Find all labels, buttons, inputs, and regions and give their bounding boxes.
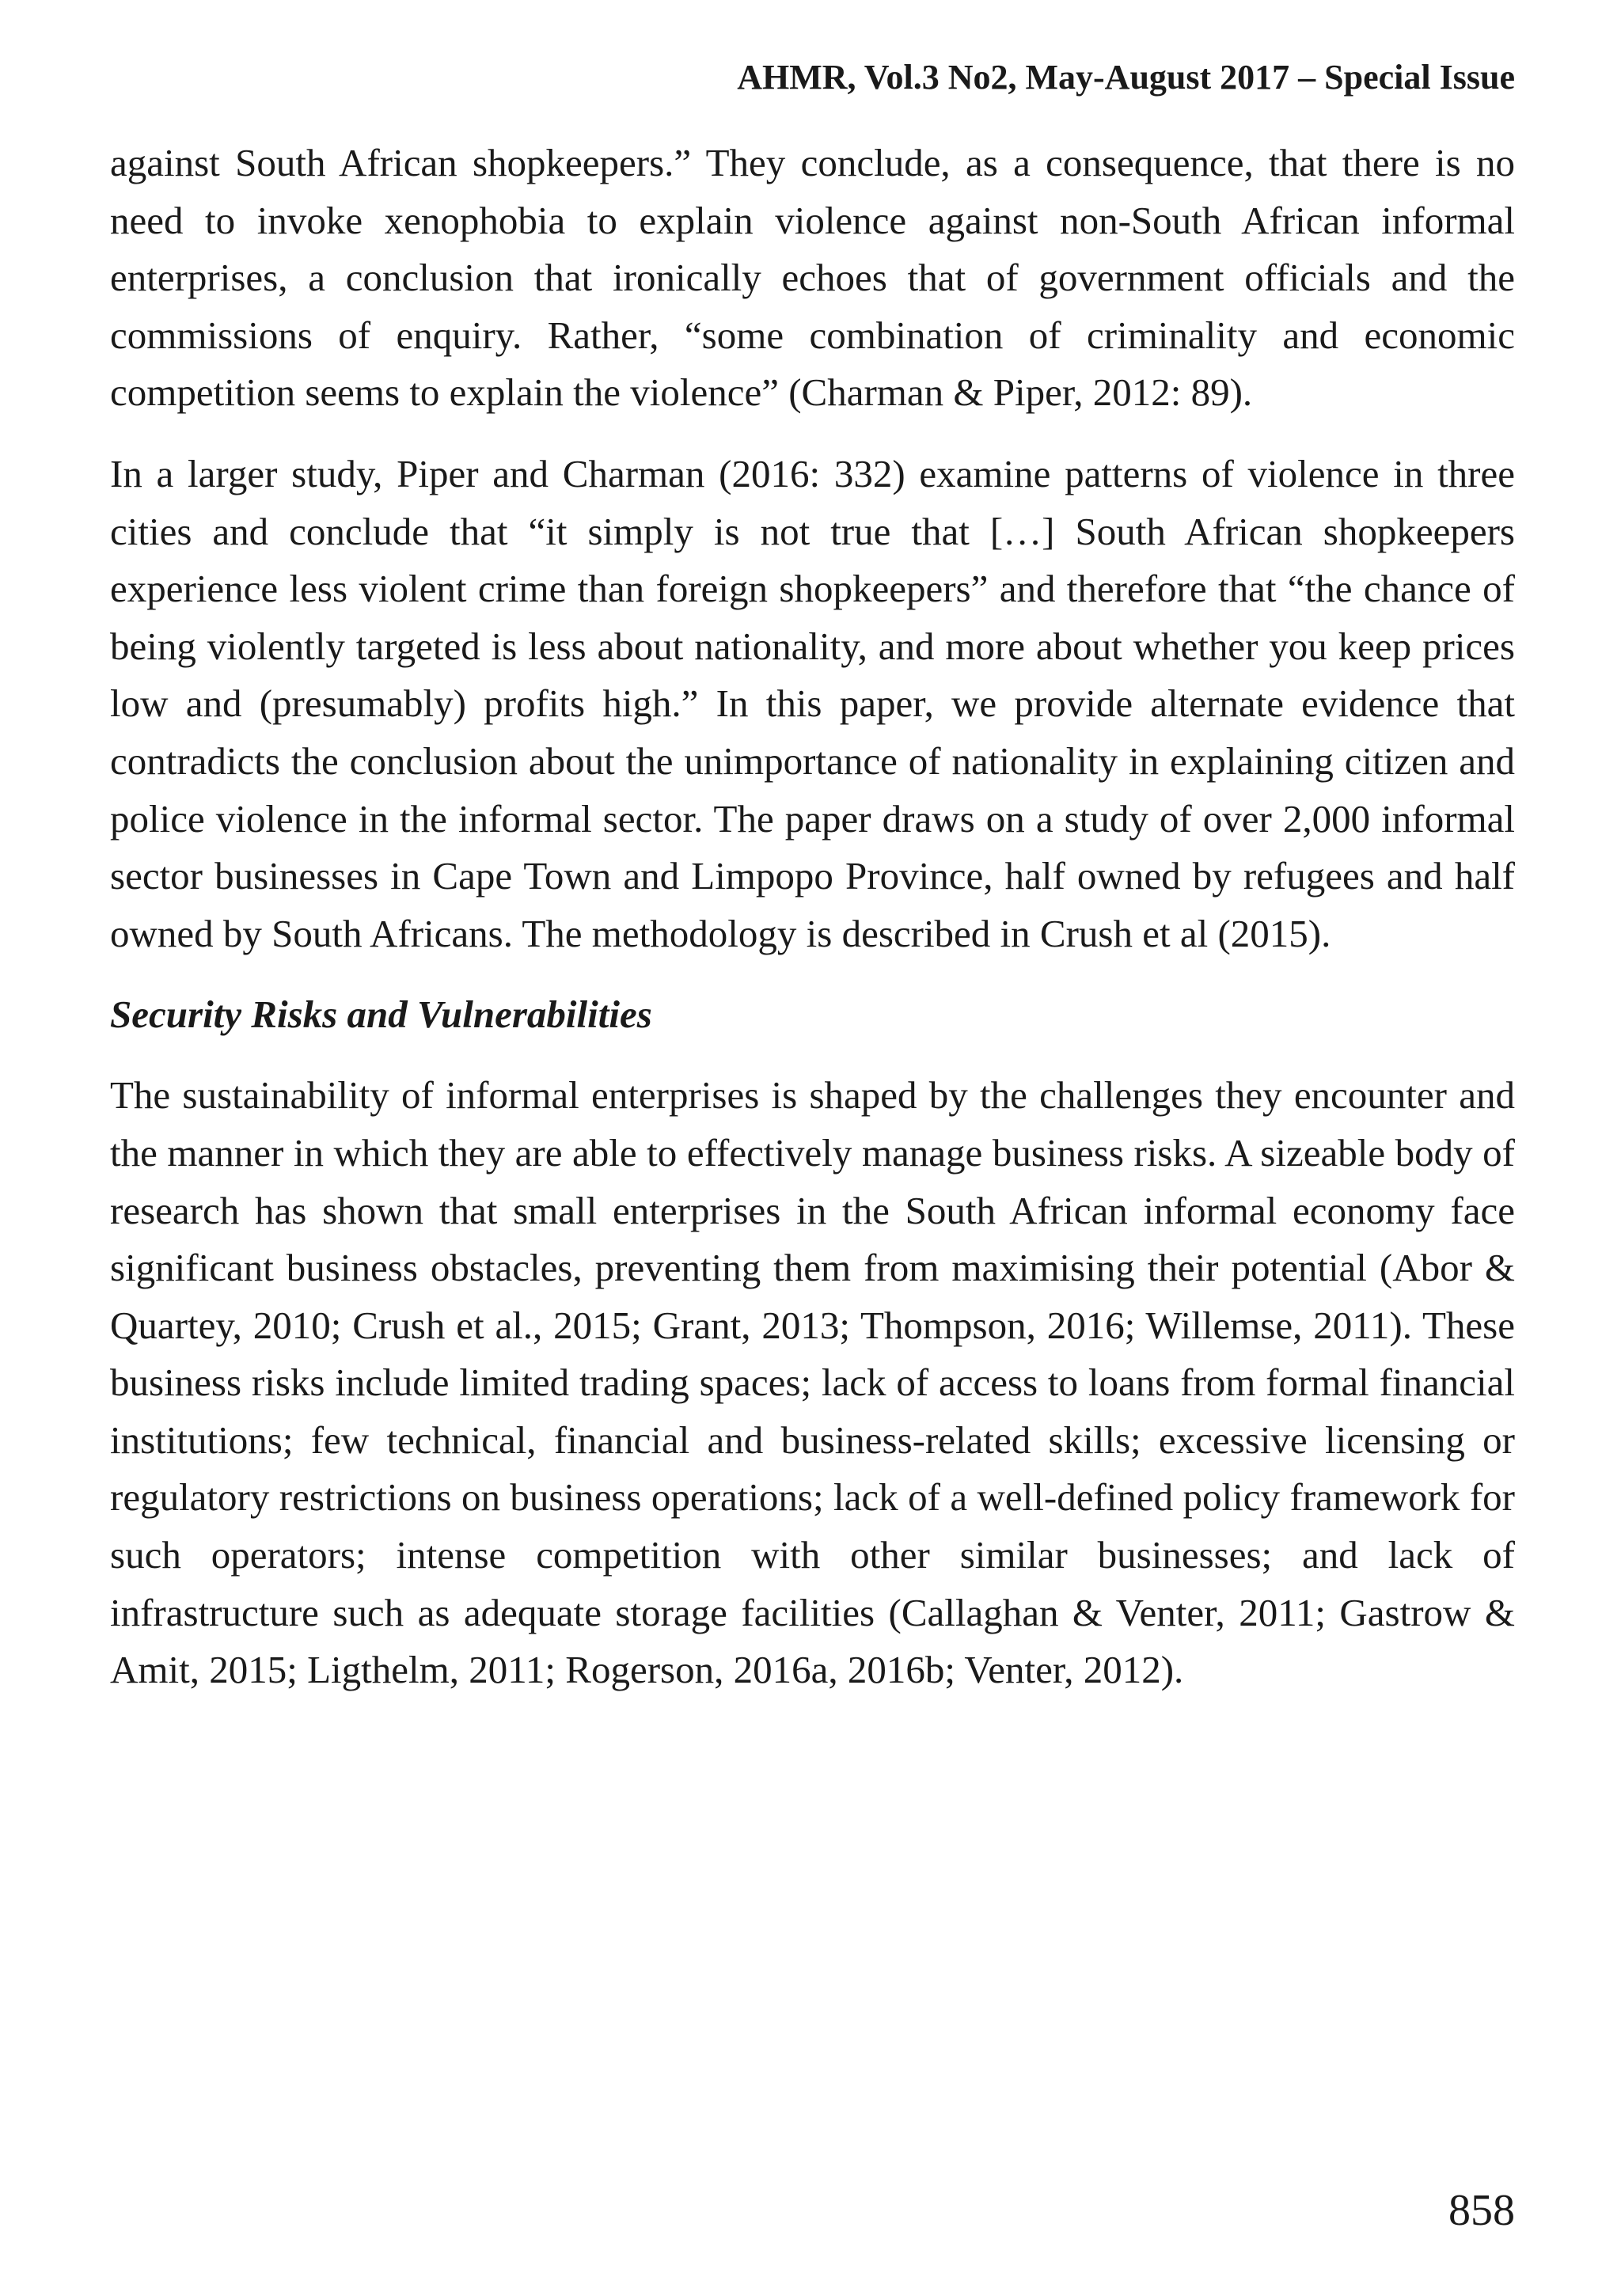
- paragraph-piper-charman: In a larger study, Piper and Charman (2016: 332) examine patterns of violence in three cities and conclude that “it simply is not true that […] South African shopkeepers experience less violent crime than foreign shopkeepers” and therefore that “the chance of being violently targeted is less about nationality, and more about whether you keep prices low and (presumably) profits high.” In this paper, we provide alternate evidence that contradicts the conclusion about the unimportance of nationality in explaining citizen and police violence in the informal sector. The paper draws on a study of over 2,000 informal sector businesses in Cape Town and Limpopo Province, half owned by refugees and half owned by South Africans. The methodology is described in Crush et al (2015).: [110, 451, 1515, 955]
- page-number: 858: [1448, 2186, 1515, 2235]
- body-text: [110, 135, 1515, 1699]
- paragraph-security-risks: The sustainability of informal enterprises is shaped by the challenges they encounter and the manner in which they are able to effectively manage business risks. A sizeable body of research has shown that small enterprises in the South African informal economy face significant business obstacles, preventing them from maximising their potential (Abor & Quartey, 2010; Crush et al., 2015; Grant, 2013; Thompson, 2016; Willemse, 2011). These business risks include limited trading spaces; lack of access to loans from formal financial institutions; few technical, financial and business-related skills; excessive licensing or regulatory restrictions on business operations; lack of a well-defined policy framework for such operators; intense competition with other similar businesses; and lack of infrastructure such as adequate storage facilities (Callaghan & Venter, 2011; Gastrow & Amit, 2015; Ligthelm, 2011; Rogerson, 2016a, 2016b; Venter, 2012).: [110, 1073, 1515, 1692]
- running-header: AHMR, Vol.3 No2, May-August 2017 – Special Issue: [737, 58, 1515, 97]
- paragraph-continuation: against South African shopkeepers.” They conclude, as a consequence, that there is no need to invoke xenophobia to explain violence against non-South African informal enterprises, a conclusion that ironically echoes that of government officials and the commissions of enquiry. Rather, “some combination of criminality and economic competition seems to explain the violence” (Charman & Piper, 2012: 89).: [110, 141, 1515, 415]
- section-heading: Security Risks and Vulnerabilities: [110, 992, 652, 1037]
